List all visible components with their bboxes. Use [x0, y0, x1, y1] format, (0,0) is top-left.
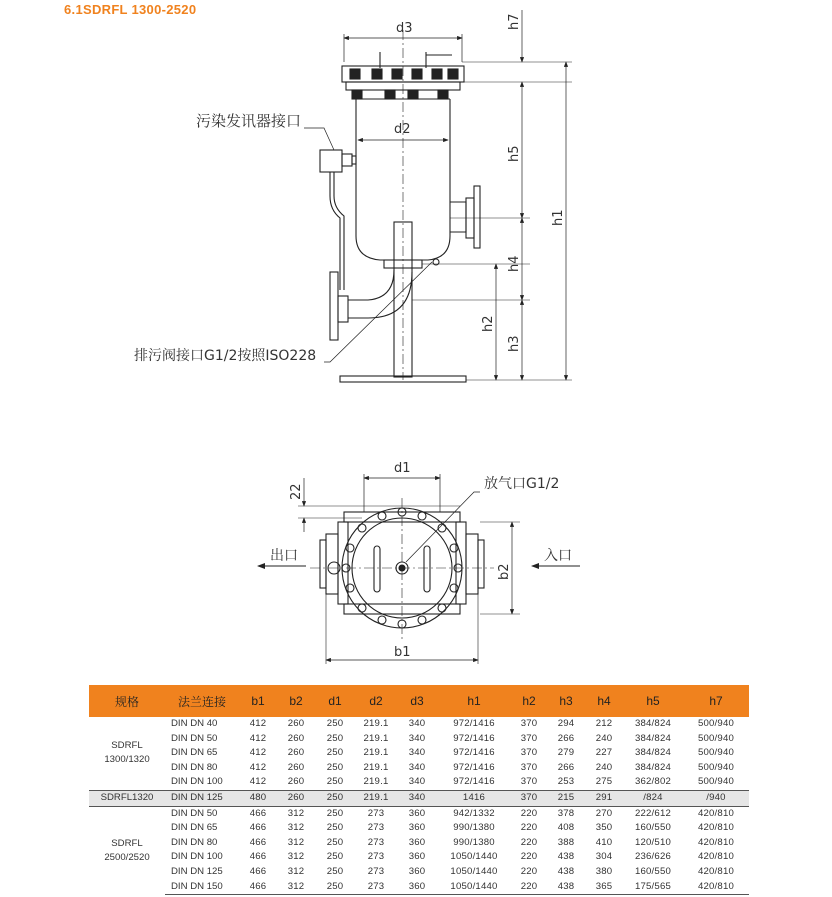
value-cell: 219.1 [363, 776, 389, 788]
value-cell: 412 [249, 718, 267, 729]
outlet-label: 出口 [270, 548, 298, 564]
value-cell: 220 [511, 880, 547, 895]
value-cell: 388 [557, 836, 575, 848]
table-row [89, 865, 749, 880]
value-cell: 360 [408, 807, 426, 819]
value-cell: 360 [408, 836, 426, 848]
dim-label-d3: d3 [396, 21, 413, 36]
table-row [89, 746, 749, 761]
flange-cell: DIN DN 125 [171, 865, 223, 877]
value-cell: 480 [239, 790, 277, 806]
value-cell: 370 [520, 776, 538, 788]
value-cell: 279 [557, 747, 575, 759]
value-cell: 340 [408, 761, 426, 773]
vent-port-label: 放气口G1/2 [484, 476, 560, 492]
value-cell: 260 [287, 718, 305, 729]
value-cell: 160/550 [634, 865, 672, 877]
value-cell: 370 [520, 732, 538, 744]
flange-cell: DIN DN 50 [171, 807, 218, 819]
table-row [89, 836, 749, 851]
value-cell: 1050/1440 [450, 851, 498, 863]
value-cell: 253 [557, 776, 575, 788]
value-cell: 250 [326, 851, 344, 863]
value-cell: 275 [595, 776, 613, 788]
value-cell: 1050/1440 [450, 865, 498, 877]
value-cell: 500/940 [697, 776, 735, 788]
value-cell: 219.1 [363, 761, 389, 773]
value-cell: 412 [249, 747, 267, 759]
table-header-cell: h1 [437, 685, 511, 717]
table-row [89, 821, 749, 836]
value-cell: 384/824 [634, 761, 672, 773]
value-cell: 370 [520, 718, 538, 729]
flange-cell: DIN DN 80 [171, 761, 218, 773]
value-cell: 466 [239, 880, 277, 895]
value-cell: 990/1380 [453, 836, 495, 848]
value-cell: 972/1416 [453, 747, 495, 759]
dim-label-b2: b2 [497, 563, 512, 580]
value-cell: 273 [367, 807, 385, 819]
table-row [89, 775, 749, 790]
value-cell: 260 [287, 747, 305, 759]
value-cell: 942/1332 [453, 807, 495, 819]
flange-cell: DIN DN 100 [171, 851, 223, 863]
flange-cell: DIN DN 80 [171, 836, 218, 848]
table-body [89, 717, 749, 895]
value-cell: 350 [595, 822, 613, 834]
value-cell: 250 [326, 761, 344, 773]
value-cell: 340 [397, 790, 437, 806]
dim-label-h1: h1 [551, 209, 566, 226]
table-header-row [89, 685, 749, 717]
value-cell: 304 [595, 851, 613, 863]
value-cell: 260 [287, 761, 305, 773]
value-cell: 420/810 [683, 880, 749, 895]
table-row [89, 880, 749, 895]
dim-label-h3: h3 [507, 335, 522, 352]
value-cell: 362/802 [634, 776, 672, 788]
value-cell: 250 [326, 718, 344, 729]
value-cell: 380 [595, 865, 613, 877]
value-cell: 340 [408, 776, 426, 788]
value-cell: 340 [408, 732, 426, 744]
table-header-cell: h2 [511, 685, 547, 717]
value-cell: 312 [277, 880, 315, 895]
value-cell: 266 [557, 732, 575, 744]
value-cell: 219.1 [363, 732, 389, 744]
value-cell: 312 [287, 851, 305, 863]
table-header-cell: d3 [397, 685, 437, 717]
table-row [89, 717, 749, 732]
value-cell: 466 [249, 822, 267, 834]
flange-cell: DIN DN 100 [171, 776, 223, 788]
value-cell: 466 [249, 865, 267, 877]
table-row [89, 806, 749, 821]
value-cell: 160/550 [634, 822, 672, 834]
value-cell: 412 [249, 732, 267, 744]
value-cell: 227 [595, 747, 613, 759]
value-cell: 500/940 [697, 747, 735, 759]
table-header-cell: h5 [623, 685, 683, 717]
table-row [89, 732, 749, 747]
value-cell: 250 [326, 732, 344, 744]
value-cell: /824 [623, 790, 683, 806]
value-cell: 220 [520, 807, 538, 819]
value-cell: 1050/1440 [437, 880, 511, 895]
value-cell: 250 [315, 790, 355, 806]
value-cell: 340 [408, 747, 426, 759]
drain-valve-port-label: 排污阀接口G1/2按照ISO228 [134, 348, 317, 364]
value-cell: 420/810 [697, 865, 735, 877]
spec-table [89, 685, 749, 895]
value-cell: 250 [326, 865, 344, 877]
value-cell: 273 [367, 822, 385, 834]
value-cell: 236/626 [634, 851, 672, 863]
value-cell: 273 [367, 865, 385, 877]
value-cell: 370 [520, 747, 538, 759]
value-cell: 250 [326, 822, 344, 834]
value-cell: 120/510 [634, 836, 672, 848]
value-cell: 420/810 [697, 851, 735, 863]
value-cell: 412 [249, 776, 267, 788]
value-cell: 370 [520, 761, 538, 773]
dim-label-b1: b1 [394, 645, 411, 660]
flange-cell: DIN DN 65 [171, 822, 218, 834]
value-cell: 972/1416 [453, 718, 495, 729]
value-cell: 360 [397, 880, 437, 895]
value-cell: 360 [408, 851, 426, 863]
value-cell: 220 [520, 822, 538, 834]
value-cell: 466 [249, 836, 267, 848]
side-view-drawing [0, 0, 832, 400]
table-header-cell: h3 [547, 685, 585, 717]
value-cell: 273 [367, 836, 385, 848]
value-cell: 466 [249, 807, 267, 819]
value-cell: 990/1380 [453, 822, 495, 834]
value-cell: 420/810 [697, 822, 735, 834]
value-cell: 500/940 [697, 761, 735, 773]
flange-cell: DIN DN 50 [171, 732, 218, 744]
value-cell: 420/810 [697, 836, 735, 848]
value-cell: 250 [315, 880, 355, 895]
value-cell: 294 [557, 718, 575, 729]
value-cell: 270 [595, 807, 613, 819]
flange-cell: DIN DN 125 [165, 790, 239, 806]
table-row [89, 761, 749, 776]
value-cell: 410 [595, 836, 613, 848]
value-cell: 250 [326, 807, 344, 819]
value-cell: 500/940 [697, 718, 735, 729]
table-header-cell: 规格 [89, 685, 165, 717]
value-cell: 250 [326, 776, 344, 788]
value-cell: 312 [287, 865, 305, 877]
value-cell: 384/824 [634, 747, 672, 759]
value-cell: 260 [287, 776, 305, 788]
value-cell: 378 [557, 807, 575, 819]
value-cell: 438 [547, 880, 585, 895]
value-cell: 312 [287, 822, 305, 834]
value-cell: 266 [557, 761, 575, 773]
value-cell: 972/1416 [453, 776, 495, 788]
value-cell: 384/824 [634, 718, 672, 729]
value-cell: 273 [367, 851, 385, 863]
value-cell: 408 [557, 822, 575, 834]
value-cell: 219.1 [363, 718, 389, 729]
value-cell: 360 [408, 865, 426, 877]
flange-cell: DIN DN 40 [171, 718, 218, 729]
value-cell: 220 [520, 836, 538, 848]
model-cell: SDRFL1320 [89, 790, 165, 806]
value-cell: 312 [287, 807, 305, 819]
table-header-cell: h4 [585, 685, 623, 717]
table-row [89, 850, 749, 865]
pollution-indicator-port-label: 污染发讯器接口 [196, 112, 302, 130]
value-cell: 260 [287, 732, 305, 744]
value-cell: 215 [547, 790, 585, 806]
flange-cell: DIN DN 150 [165, 880, 239, 895]
table-header-cell: h7 [683, 685, 749, 717]
table-header-cell: 法兰连接 [165, 685, 239, 717]
value-cell: 420/810 [697, 807, 735, 819]
dim-label-22: 22 [289, 483, 304, 500]
value-cell: 220 [520, 865, 538, 877]
table-header-cell: d1 [315, 685, 355, 717]
dim-label-h2: h2 [481, 315, 496, 332]
value-cell: 365 [585, 880, 623, 895]
value-cell: 250 [326, 836, 344, 848]
dim-label-h4: h4 [507, 255, 522, 272]
page-title: 6.1SDRFL 1300-2520 [64, 2, 197, 17]
dim-label-h5: h5 [507, 145, 522, 162]
value-cell: 370 [511, 790, 547, 806]
value-cell: 972/1416 [453, 732, 495, 744]
model-cell: SDRFL 2500/2520 [104, 837, 150, 863]
dim-label-d1: d1 [394, 461, 411, 476]
value-cell: 340 [408, 718, 426, 729]
value-cell: 273 [355, 880, 397, 895]
value-cell: 438 [557, 865, 575, 877]
value-cell: 260 [277, 790, 315, 806]
value-cell: 240 [595, 761, 613, 773]
value-cell: 222/612 [634, 807, 672, 819]
table-row [89, 790, 749, 806]
flange-cell: DIN DN 65 [171, 747, 218, 759]
value-cell: 360 [408, 822, 426, 834]
value-cell: 384/824 [634, 732, 672, 744]
value-cell: 312 [287, 836, 305, 848]
dim-label-d2: d2 [394, 122, 411, 137]
value-cell: 175/565 [623, 880, 683, 895]
model-cell: SDRFL 1300/1320 [104, 740, 150, 766]
value-cell: 212 [595, 718, 613, 729]
table-header-cell: d2 [355, 685, 397, 717]
value-cell: 412 [249, 761, 267, 773]
value-cell: 1416 [437, 790, 511, 806]
value-cell: /940 [683, 790, 749, 806]
value-cell: 291 [585, 790, 623, 806]
value-cell: 972/1416 [453, 761, 495, 773]
value-cell: 466 [249, 851, 267, 863]
value-cell: 438 [557, 851, 575, 863]
value-cell: 219.1 [355, 790, 397, 806]
value-cell: 240 [595, 732, 613, 744]
value-cell: 220 [520, 851, 538, 863]
value-cell: 500/940 [697, 732, 735, 744]
table-header-cell: b2 [277, 685, 315, 717]
value-cell: 250 [326, 747, 344, 759]
dim-label-h7: h7 [507, 13, 522, 30]
table-header-cell: b1 [239, 685, 277, 717]
inlet-label: 入口 [544, 548, 572, 564]
value-cell: 219.1 [363, 747, 389, 759]
